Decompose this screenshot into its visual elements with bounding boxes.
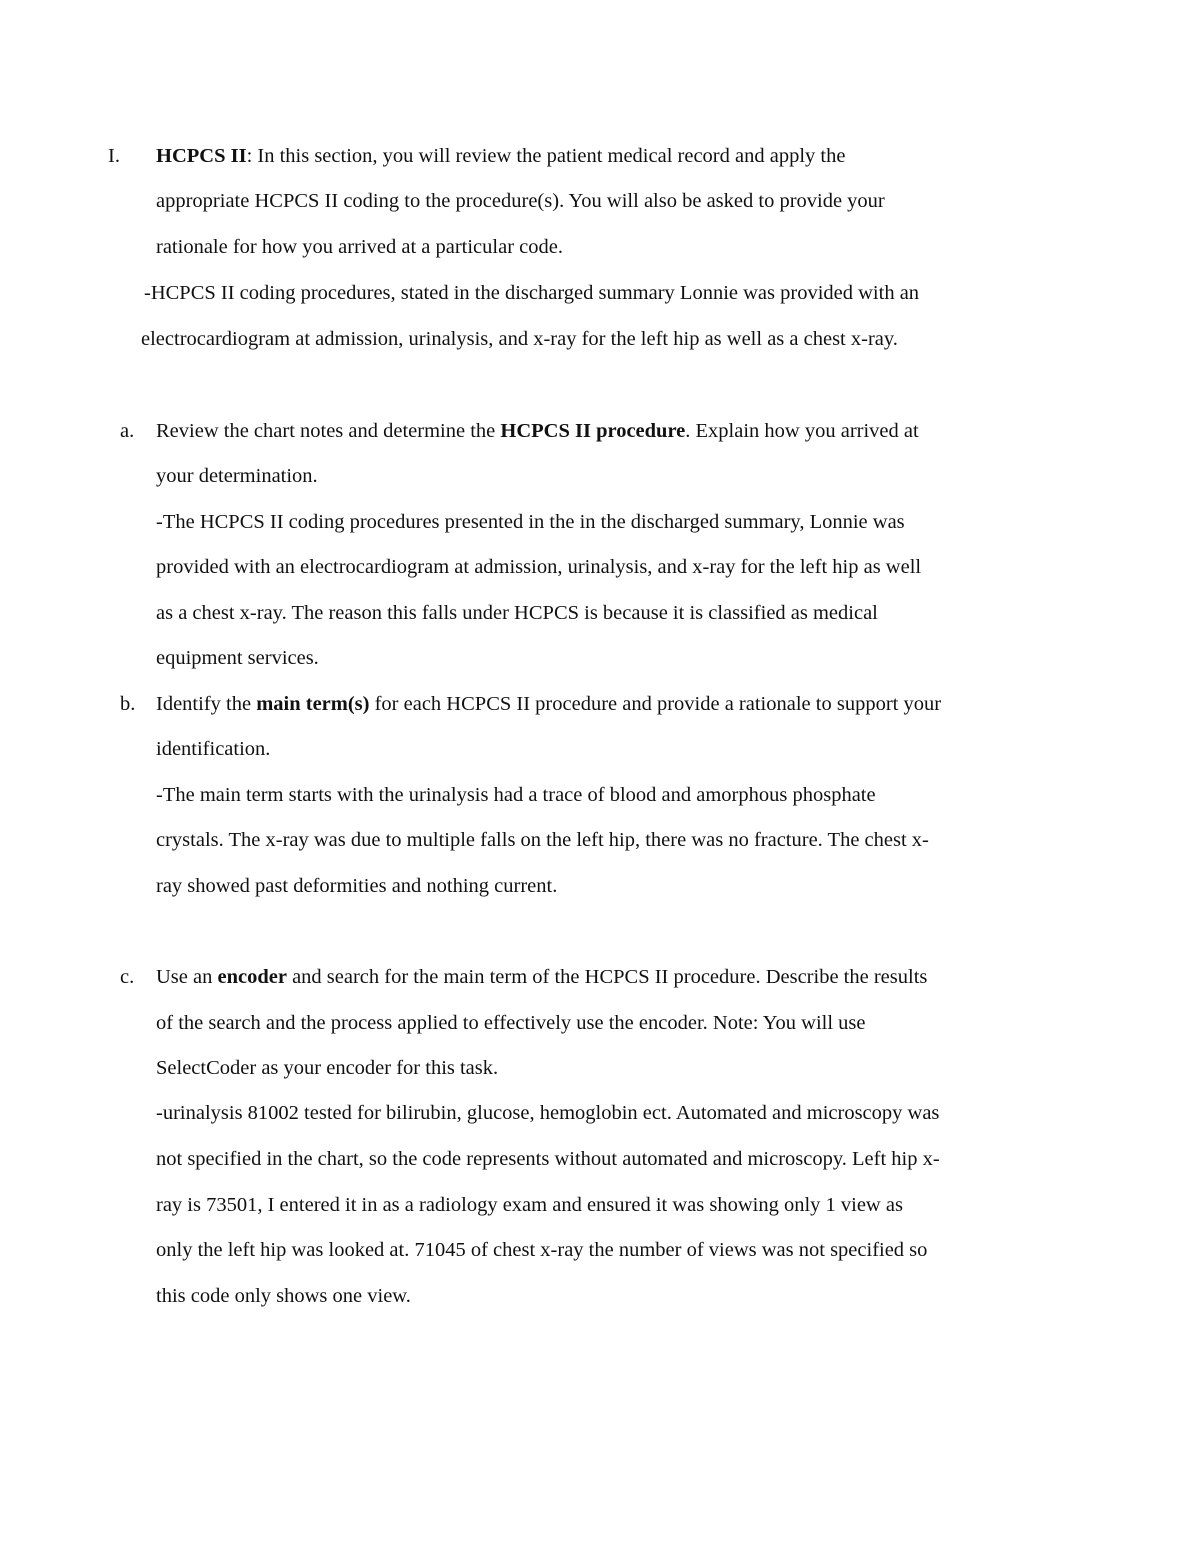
- item-c-answer-line-1: -urinalysis 81002 tested for bilirubin, glucose, hemoglobin ect. Automated and microscopy was: [156, 1102, 940, 1124]
- item-b-answer-line-1: -The main term starts with the urinalysis had a trace of blood and amorphous phosphate: [156, 784, 876, 806]
- item-c-question-line-1: Use an encoder and search for the main term of the HCPCS II procedure. Describe the results: [156, 966, 928, 988]
- item-a-marker: a.: [120, 420, 135, 442]
- item-c-bold-term: encoder: [217, 966, 287, 988]
- section-intro-line-3: rationale for how you arrived at a particular code.: [156, 236, 563, 258]
- item-c-marker: c.: [120, 966, 135, 988]
- item-c-answer-line-4: only the left hip was looked at. 71045 of chest x-ray the number of views was not specified so: [156, 1239, 928, 1261]
- item-b-answer-line-3: ray showed past deformities and nothing current.: [156, 875, 558, 897]
- item-c-question-line-2: of the search and the process applied to effectively use the encoder. Note: You will use: [156, 1012, 866, 1034]
- item-a-answer-line-4: equipment services.: [156, 647, 319, 669]
- section-intro-line-1: HCPCS II: In this section, you will review the patient medical record and apply the: [156, 145, 846, 167]
- item-b-question-line-1: Identify the main term(s) for each HCPCS II procedure and provide a rationale to support your: [156, 693, 942, 715]
- section-intro-line-2: appropriate HCPCS II coding to the procedure(s). You will also be asked to provide your: [156, 190, 885, 212]
- item-a-answer-line-3: as a chest x-ray. The reason this falls under HCPCS is because it is classified as medical: [156, 602, 878, 624]
- item-a-question-line-1: Review the chart notes and determine the HCPCS II procedure. Explain how you arrived at: [156, 420, 919, 442]
- section-answer-line-1: -HCPCS II coding procedures, stated in the discharged summary Lonnie was provided with an: [144, 282, 920, 304]
- item-a-bold-term: HCPCS II procedure: [500, 420, 686, 442]
- item-b-question-line-2: identification.: [156, 738, 271, 760]
- item-b-marker: b.: [120, 693, 136, 715]
- section-answer-line-2: electrocardiogram at admission, urinalysis, and x-ray for the left hip as well as a chest x-ray.: [141, 328, 898, 350]
- section-heading: HCPCS II: [156, 145, 247, 167]
- item-c-answer-line-2: not specified in the chart, so the code represents without automated and microscopy. Left hip x-: [156, 1148, 940, 1170]
- item-c-answer-line-5: this code only shows one view.: [156, 1285, 411, 1307]
- item-b-bold-term: main term(s): [256, 693, 370, 715]
- item-b-answer-line-2: crystals. The x-ray was due to multiple falls on the left hip, there was no fracture. The chest x-: [156, 829, 929, 851]
- item-a-question-line-2: your determination.: [156, 465, 318, 487]
- item-c-answer-line-3: ray is 73501, I entered it in as a radiology exam and ensured it was showing only 1 view as: [156, 1194, 903, 1216]
- item-a-answer-line-1: -The HCPCS II coding procedures presented in the in the discharged summary, Lonnie was: [156, 511, 905, 533]
- item-c-question-line-3: SelectCoder as your encoder for this task.: [156, 1057, 499, 1079]
- section-numeral: I.: [108, 145, 120, 167]
- item-a-answer-line-2: provided with an electrocardiogram at admission, urinalysis, and x-ray for the left hip as well: [156, 556, 922, 578]
